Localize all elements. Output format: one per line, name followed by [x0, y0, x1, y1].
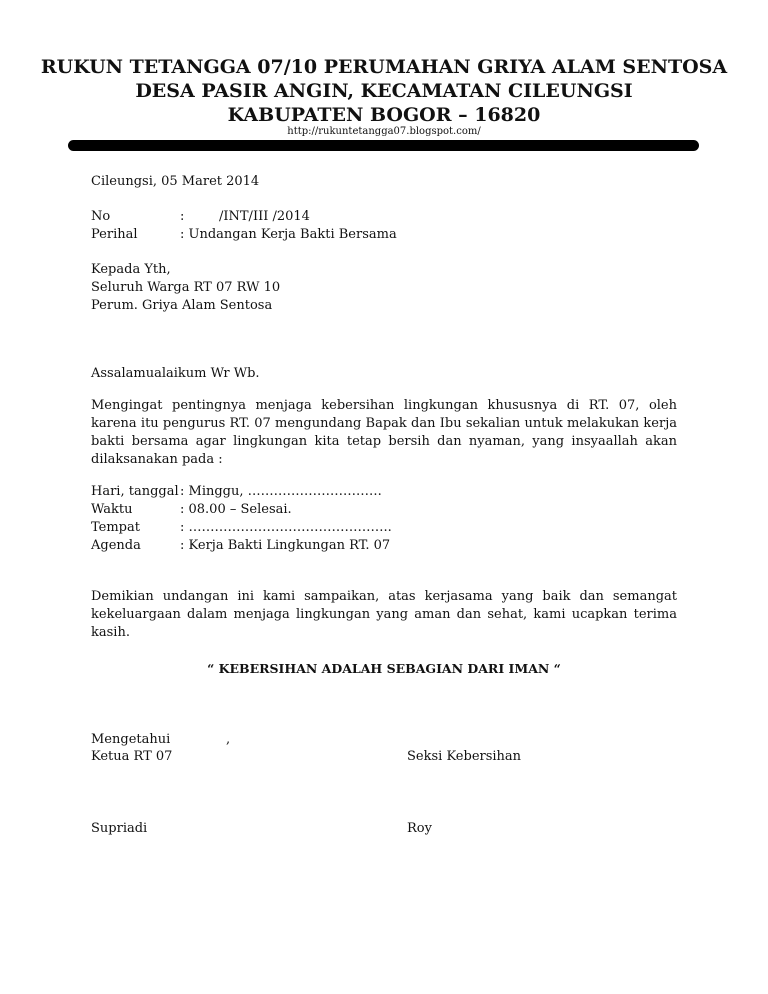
signature-left-name: Supriadi: [91, 821, 148, 836]
schedule-label-place: Tempat: [91, 520, 140, 535]
schedule-label-time: Waktu: [91, 502, 133, 517]
schedule-value-day: : Minggu, ………………………….: [180, 484, 382, 499]
perihal-label: Perihal: [91, 227, 138, 242]
recipient-line-2: Seluruh Warga RT 07 RW 10: [91, 280, 281, 295]
recipient-line-1: Kepada Yth,: [91, 262, 171, 277]
no-value: /INT/III /2014: [219, 209, 310, 224]
letterhead-url: http://rukuntetangga07.blogspot.com/: [287, 126, 481, 137]
letterhead-line-2: DESA PASIR ANGIN, KECAMATAN CILEUNGSI: [135, 80, 633, 102]
motto: “ KEBERSIHAN ADALAH SEBAGIAN DARI IMAN “: [207, 661, 561, 676]
signature-right-name: Roy: [407, 821, 432, 836]
letterhead-divider: [68, 140, 699, 151]
letterhead-line-1: RUKUN TETANGGA 07/10 PERUMAHAN GRIYA ALAM SENTOSA: [40, 56, 728, 78]
closing-paragraph: Demikian undangan ini kami sampaikan, atas kerjasama yang baik dan semangat kekeluargaan dalam menjaga lingkungan yang aman dan sehat, kami ucapkan terima kasih.: [91, 589, 677, 640]
recipient-line-3: Perum. Griya Alam Sentosa: [91, 298, 273, 313]
schedule-value-time: : 08.00 – Selesai.: [180, 502, 292, 517]
signature-comma: ,: [226, 732, 231, 747]
signature-left-title: Ketua RT 07: [91, 749, 173, 764]
body-paragraph: Mengingat pentingnya menjaga kebersihan lingkungan khususnya di RT. 07, oleh karena itu pengurus RT. 07 mengundang Bapak dan Ibu sekalian untuk melakukan kerja bakti bersama agar lingkungan kita tetap bersih dan nyaman, yang insyaallah akan dilaksanakan pada :: [91, 398, 677, 467]
schedule-value-agenda: : Kerja Bakti Lingkungan RT. 07: [180, 538, 391, 553]
schedule-label-day: Hari, tanggal: [91, 484, 179, 499]
greeting: Assalamualaikum Wr Wb.: [91, 366, 260, 381]
schedule-label-agenda: Agenda: [91, 538, 141, 553]
schedule-value-place: : ………………………………………..: [180, 520, 392, 535]
date-line: Cileungsi, 05 Maret 2014: [91, 174, 260, 189]
perihal-value: : Undangan Kerja Bakti Bersama: [180, 227, 397, 242]
signature-mengetahui: Mengetahui: [91, 732, 171, 747]
letterhead-line-3: KABUPATEN BOGOR – 16820: [227, 104, 541, 126]
no-colon: :: [180, 209, 185, 224]
signature-right-title: Seksi Kebersihan: [407, 749, 522, 764]
no-label: No: [91, 209, 111, 224]
